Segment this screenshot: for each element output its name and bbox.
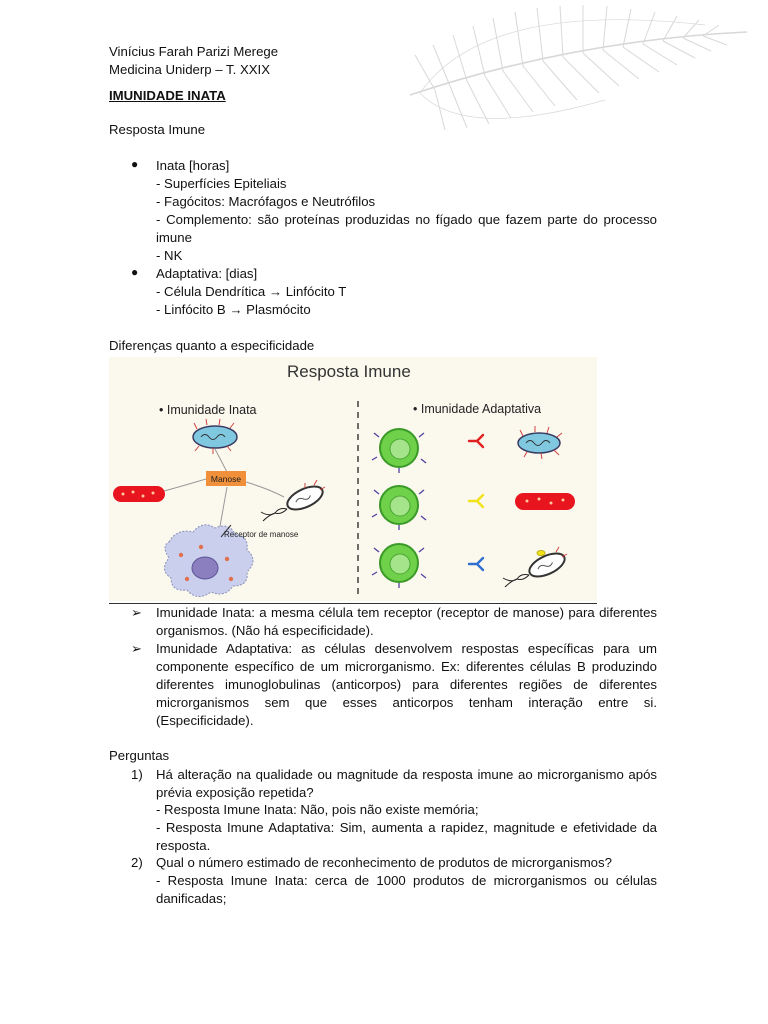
list-subitem: - Fagócitos: Macrófagos e Neutrófilos <box>156 194 376 209</box>
mannose-label: Manose <box>210 474 242 484</box>
page-title: IMUNIDADE INATA <box>109 88 226 103</box>
question-number: 2) <box>131 855 143 870</box>
figure-left-heading: • Imunidade Inata <box>159 403 257 417</box>
leaf-watermark-icon <box>405 0 750 150</box>
flagellated-bacterium-icon <box>503 547 568 587</box>
b-cell-icon <box>372 486 426 530</box>
antibody-icon <box>469 435 483 447</box>
antibody-icon <box>469 495 483 507</box>
arrow-item-inata: Imunidade Inata: a mesma célula tem receptor (receptor de manose) para diferentes organismos. (Não há especificidade). <box>156 605 657 638</box>
answer-line: - Resposta Imune Inata: Não, pois não existe memória; <box>156 802 479 817</box>
bullet-icon: ● <box>131 265 139 279</box>
red-bacterium-icon <box>113 486 165 502</box>
b-cell-icon <box>372 429 426 473</box>
figure-title: Resposta Imune <box>287 362 411 381</box>
red-bacterium-icon <box>515 493 575 510</box>
subitem-text: - Célula Dendrítica <box>156 284 269 299</box>
question-text: Qual o número estimado de reconhecimento de produtos de microrganismos? <box>156 855 612 870</box>
author-name: Vinícius Farah Parizi Merege <box>109 44 279 59</box>
immune-response-figure <box>109 357 597 601</box>
list-subitem: - Superfícies Epiteliais <box>156 176 287 191</box>
antibody-icon <box>469 558 483 570</box>
list-subitem <box>156 301 311 319</box>
section-heading-perguntas: Perguntas <box>109 748 170 763</box>
arrowhead-bullet-icon: ➢ <box>131 641 142 656</box>
subitem-text: - Linfócito B <box>156 302 230 317</box>
author-course: Medicina Uniderp – T. XXIX <box>109 62 271 77</box>
answer-line: - Resposta Imune Inata: cerca de 1000 produtos de microrganismos ou células danificadas; <box>156 873 657 906</box>
answer-line: - Resposta Imune Adaptativa: Sim, aumenta a rapidez, magnitude e efetividade da resposta. <box>156 820 657 853</box>
list-subitem <box>156 283 346 301</box>
bacterium-icon <box>193 419 237 454</box>
arrowhead-bullet-icon: ➢ <box>131 605 142 620</box>
bullet-icon: ● <box>131 157 139 171</box>
arrow-right-icon: → <box>268 284 283 299</box>
arrow-item-adaptativa: Imunidade Adaptativa: as células desenvolvem respostas específicas para um componente específico de um microrganismo. Ex: diferentes células B produzindo diferentes imunoglobulinas (anticorpos) para diferentes regiões de diferentes microrganismos sem que esses anticorpos tenham interação entre si. (Especificidade). <box>156 641 657 728</box>
subitem-text: Linfócito T <box>282 284 347 299</box>
figure-right-heading: • Imunidade Adaptativa <box>413 402 542 416</box>
bacterium-icon <box>518 426 562 459</box>
flagellated-bacterium-icon <box>261 480 326 521</box>
section-heading-resposta: Resposta Imune <box>109 122 206 137</box>
section-heading-diferencas: Diferenças quanto a especificidade <box>109 338 315 353</box>
receptor-label: Receptor de manose <box>224 530 299 539</box>
list-subitem: - NK <box>156 248 183 263</box>
subitem-text: Plasmócito <box>242 302 311 317</box>
question-number: 1) <box>131 767 143 782</box>
list-subitem: - Complemento: são proteínas produzidas no fígado que fazem parte do processo imune <box>156 212 657 245</box>
list-item-inata: Inata [horas] <box>156 158 230 173</box>
list-item-adaptativa: Adaptativa: [dias] <box>156 266 258 281</box>
arrow-right-icon: → <box>229 302 243 317</box>
figure-illustration <box>109 357 597 601</box>
b-cell-icon <box>372 544 426 588</box>
question-text: Há alteração na qualidade ou magnitude da resposta imune ao microrganismo após prévia exposição repetida? <box>156 767 657 800</box>
